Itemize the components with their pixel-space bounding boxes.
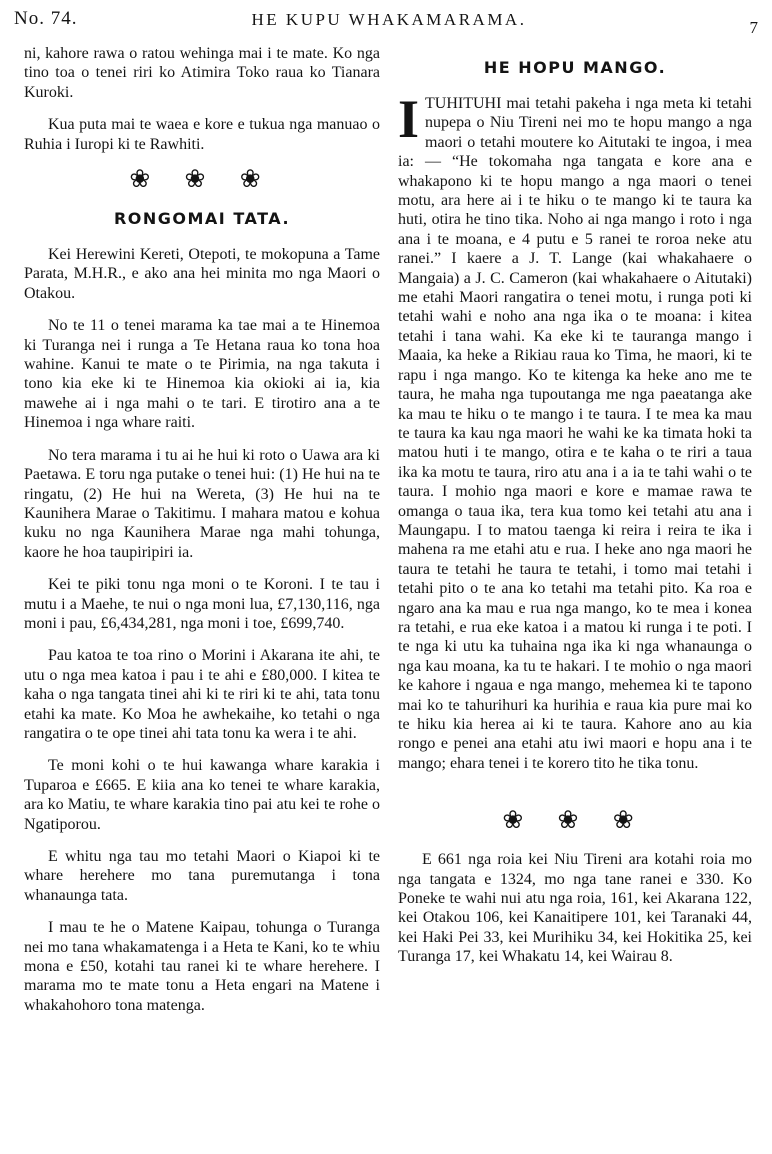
page-number: 7	[749, 18, 758, 37]
section-heading-hopu-mango: HE HOPU MANGO.	[483, 58, 667, 77]
news-item-kereti: Kei Herewini Kereti, Otepoti, te mokopuna a Tame Parata, M.H.R., e ako ana hei minita mo nga Maori o Otakou.	[24, 246, 380, 302]
news-item-matene: I mau te he o Matene Kaipau, tohunga o Turanga nei mo tana whakamatenga i a Heta te Kani, ko te whiu mona e £50, kotahi tau ranei ki te whare herehere. I marama mo te mate tonu a Heta engari na Matene i whakahohoro tona matenga.	[24, 919, 380, 1014]
news-item-roia: E 661 nga roia kei Niu Tireni ara kotahi roia mo nga tangata e 1324, mo nga tane ranei e 330. Ko Poneke te wahi nui atu nga roia, 161, kei Akarana 122, kei Otakou 106, kei Kanaitipere 101, kei Taranaki 44, kei Haki Pei 33, kei Murihiku 34, kei Hokitika 25, kei Turanga 17, kei Whakatu 14, kei Wairau 8.	[398, 851, 752, 966]
news-item-koroni-moni: Kei te piki tonu nga moni o te Koroni. I te tau i mutu i a Maehe, te nui o nga moni lua, £7,130,116, nga moni i pau, £6,434,281, nga moni i toe, £699,740.	[24, 576, 380, 632]
news-item-kiapoi: E whitu nga tau mo tetahi Maori o Kiapoi ki te whare herehere mo tana puremutanga i tona whanaunga tata.	[24, 848, 380, 904]
page-header	[14, 6, 764, 36]
issue-number: No. 74.	[14, 8, 78, 29]
section-heading-rongomai-tata: RONGOMAI TATA.	[113, 209, 291, 229]
newspaper-title: HE KUPU WHAKAMARAMA.	[251, 10, 527, 29]
flower-ornament-icon: ❀ ❀ ❀	[502, 807, 648, 835]
news-item-hinemoa: No te 11 o tenei marama ka tae mai a te Hinemoa ki Turanga nei i runga a Te Hetana raua ko tona hoa wahine. Kanui te mate o te Pirimia, na nga takuta i tono kia eke ki te Hinemoa kia okioki ai ia, kia mawehe ai i nga mahi o te tari. E tirotiro ana a te Hinemoa i nga whare raiti.	[24, 317, 380, 432]
left-column	[24, 44, 380, 1028]
news-item-ruhia: Kua puta mai te waea e kore e tukua nga manuao o Ruhia i Iuropi ki te Rawhiti.	[24, 116, 380, 153]
news-item-tuparoa: Te moni kohi o te hui kawanga whare karakia i Tuparoa e £665. E kiia ana ko tenei te whare karakia, ara ko Matiu, te whare karakia tino pai atu kei te rohe o Ngatiporou.	[24, 757, 380, 833]
article-hopu-mango-text: TUHITUHI mai tetahi pakeha i nga meta ki tetahi nupepa o Niu Tireni nei mo te hopu mango a nga maori o tetahi moutere ko Aitutaki te ingoa, i mea ia: — “He tokomaha nga tangata e kore ana e whakapono ki te hopu mango a nga maori o tenei motu, ara here ai i te hiku o te mango ki te taura ka huti, otira he tino tika. Noho ai nga mango i roto i nga ana i te moana, e 4 putu e 5 ranei te roroa neke atu ranei.” I kaere a J. T. Lange (kai whakahaere o Mangaia) a J. C. Cameron (kai whakahaere o Aitutaki) me etahi Maori rangatira o tenei motu, i runga poti ki tetahi wahi e noho ana nga ika o te moana: i kitea tetahi i tana wahi. Ka eke ki te tauranga mango i Maaia, ka heke a Rikiau raua ko Tima, he maori, ki te rapu i nga mango. Ko te kitenga ka heke ano me te taura, he maha nga tupoutanga me nga paeatanga ake ka mau te hiku o te mango i te taura. I te mea ka mau te taura ka kau nga maori he wahi ke ka timata hoki ta matou huti i te mango, otira e te kaha o te riri a taua ika ka motu te taura, riro atu ana i a ia te tahi wahi o te taura. I mohio nga maori e kore e mamae rawa te omanga o taua ika, tera kua tomo kei tetahi atu ana i Maungapu. I to matou taenga ki reira i reira te ika i mahena ra me etahi atu e rua. I heke ano nga maori he taura te tetahi he taura te tetahi, i tomo mai tetahi i tetahi pito o te ana ko tetahi ma tetahi pito. Ka roa e ngaro ana ka mau e rua nga mango, ko te mea i konea ra tetahi, e rua eke katoa i a matou ki runga i te poti. I te nga ki utu ka tuhaina nga ika ki nga whanaunga o nga kau moana, ka tu te hakari. I te mohio o nga maori ke kahore i ngaua e nga mango, mehemea ki te tapono mai ko te tahurihuri ka hurihia e raua kia pure mai ko te hiku kia herea ai ki te taura. Kahore ano au kia rongo e penei ana etahi atu iwi maori e hopu ana i te mango; ehara tenei i te korero tito he tika tonu.	[398, 95, 752, 772]
news-item-uawa-hui: No tera marama i tu ai he hui ki roto o Uawa ara ki Paetawa. E toru nga putake o tenei hui: (1) He hui na te ringatu, (2) He hui na Wereta, (3) He hui na te Kaunihera Marae o Takitimu. I mahara matou e kohua kuku no nga Kaunihera Marae nga mahi tohunga, kaore he hoa taupiripiri ia.	[24, 446, 380, 561]
right-column	[398, 58, 752, 980]
article-hopu-mango	[398, 89, 752, 773]
article-continuation: ni, kahore rawa o ratou wehinga mai i te mate. Ko nga tino toa o tenei riri ko Atimira Toko raua ko Tianara Kuroki.	[24, 45, 380, 101]
flower-ornament-icon: ❀ ❀ ❀	[129, 166, 275, 194]
news-item-morini-fire: Pau katoa te toa rino o Morini i Akarana ite ahi, te utu o nga mea katoa i pau i te ahi e £80,000. I kitea te kaha o nga tangata tinei ahi ki te riri ki te ahi, tata tonu etahi ka mate. Ko Moa he awhekaihe, ko tetahi o nga rangatira o te ope tinei ahi tata tonu ka wera i te ahi.	[24, 647, 380, 742]
drop-cap: I	[398, 89, 420, 149]
